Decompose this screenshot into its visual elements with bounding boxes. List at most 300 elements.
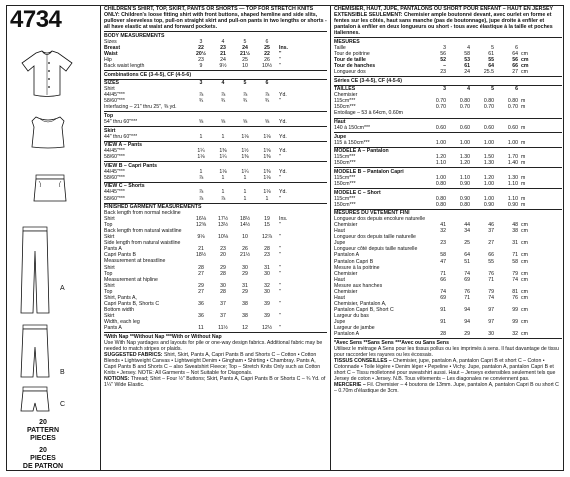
row-value: 23: [264, 252, 270, 259]
row-label: 44/45"***: [104, 189, 125, 196]
row-value: 1.10: [459, 174, 470, 181]
fr-haut-head: Haut: [334, 118, 562, 126]
row-value: 31: [264, 264, 270, 271]
row-value: 1½: [241, 148, 249, 155]
row-value: 0.70: [483, 104, 494, 111]
row-value: 5: [243, 38, 247, 45]
row-unit: cm: [521, 69, 528, 76]
row-value: 1.30: [459, 154, 470, 161]
pattern-number: 4734: [10, 6, 62, 33]
row-unit: Yd.: [279, 148, 287, 155]
row-value: 74: [440, 288, 446, 295]
row-value: 71: [440, 270, 446, 277]
row-value: 21: [198, 246, 204, 253]
row-value: 28: [440, 331, 446, 338]
row-value: ⅝: [220, 118, 226, 125]
row-unit: Yd.: [279, 189, 287, 196]
row-value: 0.80: [459, 201, 470, 208]
row-unit: ": [279, 222, 281, 229]
row-value: 36: [198, 312, 204, 319]
measure-row: [334, 259, 562, 265]
row-value: 5: [491, 45, 494, 52]
row-value: 97: [488, 306, 494, 313]
row-value: 25: [264, 44, 270, 51]
row-value: 1⅛: [263, 189, 271, 196]
row-value: 27: [198, 288, 204, 295]
row-value: 0.90: [459, 180, 470, 187]
row-label: Chemisier: [334, 288, 358, 295]
fr-sens-line: *Avec Sens **Sans Sens ***Avec ou Sans Sens: [334, 338, 562, 346]
row-label: Breast: [104, 44, 121, 51]
size-value: 5: [243, 80, 247, 87]
row-value: 24: [220, 57, 226, 64]
row-value: 16⅛: [195, 216, 207, 223]
row-value: 97: [488, 318, 494, 325]
row-value: 1⅜: [219, 148, 227, 155]
row-value: 1.40: [507, 160, 518, 167]
row-value: 48: [512, 222, 518, 229]
row-label: Top: [104, 270, 113, 277]
row-value: 20½: [195, 51, 207, 58]
row-label: 150cm***: [334, 160, 356, 167]
row-value: 37: [488, 228, 494, 235]
row-label: 58/60"***: [104, 98, 125, 105]
row-value: 53: [464, 57, 470, 64]
row-value: 30: [264, 270, 270, 277]
row-value: 20: [220, 252, 226, 259]
english-column: [100, 6, 327, 470]
measure-row: [104, 325, 327, 331]
en-interfacing: Interfacing – 21" thru 25", ⅜ yd.: [104, 104, 177, 111]
row-value: 1⅛: [241, 133, 249, 140]
size-label: TAILLES: [334, 86, 356, 93]
row-unit: ": [279, 300, 281, 307]
row-value: 69: [440, 294, 446, 301]
row-label: Haut: [334, 294, 345, 301]
row-value: 0.80: [435, 201, 446, 208]
row-value: 71: [512, 252, 518, 259]
row-value: 71: [488, 276, 494, 283]
row-value: 69: [464, 276, 470, 283]
fr-mes-head: MESURES: [334, 37, 562, 45]
skirt-illustration: [30, 173, 70, 203]
row-label: Top: [104, 222, 113, 229]
row-value: 27: [488, 240, 494, 247]
row-value: 1.00: [483, 195, 494, 202]
row-value: ⅝: [198, 118, 204, 125]
en-intro: CHILDREN'S SHIRT, TOP, SKIRT, PANTS OR SHORTS — TOP FOR STRETCH KNITS ONLY: Children's loose fitting shirt with front buttons, shaped hemline and side slits, pullover sleeveless top, pull-on straight skirt and pull-on pants in two lengths or shorts - all have elastic at waist and forward pockets.: [104, 6, 327, 31]
row-unit: Yd.: [279, 168, 287, 175]
row-value: 1: [199, 168, 203, 175]
row-value: 31: [512, 240, 518, 247]
row-value: ¾: [264, 98, 270, 105]
row-value: 12½: [261, 324, 273, 331]
row-value: 0.80: [435, 195, 446, 202]
measure-row: [104, 196, 327, 202]
fr-long-cote: Longueur côté depuis taille naturelle: [334, 246, 418, 253]
row-label: Pants A: [104, 246, 122, 253]
row-unit: ": [279, 98, 281, 105]
row-value: 6: [265, 38, 269, 45]
measure-row: [334, 125, 562, 131]
row-unit: m: [521, 195, 526, 202]
row-value: 28: [220, 288, 226, 295]
row-value: 99: [512, 318, 518, 325]
row-value: 1: [243, 174, 247, 181]
row-value: 32: [512, 331, 518, 338]
row-value: 47: [440, 258, 446, 265]
row-value: 19: [264, 216, 270, 223]
measure-row: [104, 63, 327, 69]
row-value: ⅞: [198, 189, 204, 196]
row-value: 1.20: [459, 160, 470, 167]
row-value: 1¼: [219, 154, 227, 161]
measure-row: [334, 181, 562, 187]
en-back-waist: Back length from natural waistline: [104, 228, 182, 235]
row-value: 39: [264, 300, 270, 307]
row-value: 30: [488, 331, 494, 338]
row-label: Longueur dos: [334, 69, 366, 76]
row-unit: cm: [521, 240, 528, 247]
row-label: Chemisier: [334, 222, 358, 229]
row-value: 1: [265, 195, 269, 202]
row-value: 0.70: [435, 104, 446, 111]
row-label: 115cm***: [334, 174, 356, 181]
row-value: ⅞: [198, 174, 204, 181]
row-label: 115 à 150cm***: [334, 139, 370, 146]
row-value: 0.90: [483, 201, 494, 208]
row-value: 0.80: [483, 98, 494, 105]
row-value: 28: [264, 246, 270, 253]
row-value: 10: [242, 234, 248, 241]
row-value: 23: [440, 69, 446, 76]
row-value: 56: [440, 51, 446, 58]
row-value: 44: [464, 222, 470, 229]
row-value: 21: [220, 51, 226, 58]
row-value: 1.00: [435, 174, 446, 181]
row-value: 29: [464, 331, 470, 338]
row-label: Pantalon A: [334, 252, 360, 259]
en-viewc-head: VIEW C – Shorts: [104, 182, 327, 190]
row-label: Width, each leg: [104, 318, 140, 325]
row-value: 1: [221, 133, 225, 140]
row-unit: ": [279, 63, 281, 70]
row-unit: cm: [521, 51, 528, 58]
row-value: 6: [515, 45, 518, 52]
row-value: 27: [512, 69, 518, 76]
shorts-c-illustration: [20, 385, 50, 413]
row-unit: cm: [521, 288, 528, 295]
row-unit: Yd.: [279, 118, 287, 125]
row-value: 36: [198, 300, 204, 307]
row-unit: cm: [521, 252, 528, 259]
row-value: 18½: [239, 216, 251, 223]
row-value: 1⅛: [263, 174, 271, 181]
row-label: Top: [104, 288, 113, 295]
row-label: Haut: [334, 228, 345, 235]
row-unit: ": [279, 252, 281, 259]
row-value: 25.5: [483, 69, 494, 76]
row-label: 150cm***: [334, 180, 356, 187]
row-value: 23: [220, 246, 226, 253]
row-label: 44/45"***: [104, 168, 125, 175]
top-illustration: [26, 115, 70, 149]
row-value: 26: [264, 57, 270, 64]
row-value: 21½: [239, 51, 251, 58]
row-unit: ": [279, 288, 281, 295]
row-label: 150cm***: [334, 104, 356, 111]
row-unit: Yd.: [279, 92, 287, 99]
fr-modelec-head: MODELE C – Short: [334, 188, 562, 196]
row-value: 61: [488, 51, 494, 58]
row-value: 12⅞: [261, 234, 273, 241]
row-label: Skirt: [104, 234, 115, 241]
row-value: 1: [221, 174, 225, 181]
row-unit: ": [279, 270, 281, 277]
row-value: 1: [221, 189, 225, 196]
row-label: Jupe: [334, 240, 346, 247]
row-value: 26: [242, 246, 248, 253]
row-value: 14½: [239, 222, 251, 229]
row-value: 76: [512, 294, 518, 301]
row-value: 4: [221, 38, 225, 45]
row-value: 1.70: [507, 154, 518, 161]
row-value: 11½: [218, 324, 228, 331]
row-value: 28: [220, 270, 226, 277]
fr-tissus-text: [334, 358, 562, 382]
row-value: 74: [512, 276, 518, 283]
row-label: 54" thru 60"***: [104, 118, 138, 125]
row-value: 29: [198, 282, 204, 289]
row-unit: m: [521, 98, 526, 105]
row-value: 1.00: [435, 139, 446, 146]
row-value: 0.80: [459, 98, 470, 105]
row-value: 74: [464, 270, 470, 277]
en-notions-text: [104, 376, 327, 388]
size-value: 6: [515, 86, 518, 93]
row-value: 94: [464, 318, 470, 325]
para-label: NOTIONS:: [104, 375, 130, 382]
row-value: 37: [220, 300, 226, 307]
row-value: 1.50: [483, 154, 494, 161]
row-value: 79: [488, 288, 494, 295]
row-value: ⅞: [198, 92, 204, 99]
row-value: 21½: [239, 252, 251, 259]
row-unit: m: [521, 125, 526, 132]
row-label: Tour de poitrine: [334, 51, 370, 58]
row-unit: m: [521, 139, 526, 146]
row-label: 44/45"***: [104, 148, 125, 155]
capri-pants-b-illustration: [20, 323, 50, 379]
row-value: 0.80: [507, 98, 518, 105]
size-header-row: [104, 79, 327, 87]
en-viewb-head: VIEW B – Capri Pants: [104, 161, 327, 169]
row-value: 12: [242, 324, 248, 331]
fr-fini-head: MESURES DU VETEMENT FINI: [334, 209, 562, 217]
row-value: 66: [488, 252, 494, 259]
fr-sens-para: Utilisez le métrage A Sens pour les tissus pollus ou les imprimés à sens. Il faut davantage de tissu pour raccorder les rayures ou les écossais.: [334, 345, 559, 358]
row-label: 115cm***: [334, 154, 356, 161]
row-unit: cm: [521, 258, 528, 265]
row-unit: cm: [521, 228, 528, 235]
row-value: 1.10: [507, 195, 518, 202]
row-label: Back waist length: [104, 63, 145, 70]
row-unit: m: [521, 174, 526, 181]
measure-row: [334, 69, 562, 75]
left-illustration-column: [6, 5, 98, 471]
row-value: 15: [264, 222, 270, 229]
row-value: 22: [264, 51, 270, 58]
row-unit: cm: [521, 63, 529, 70]
fr-jupe-head: Jupe: [334, 132, 562, 140]
row-value: ⅞: [220, 195, 226, 202]
row-unit: Ins.: [279, 44, 288, 51]
row-value: 1.00: [507, 139, 518, 146]
row-value: 1.10: [435, 160, 446, 167]
row-value: 29: [220, 264, 226, 271]
row-value: ⅞: [220, 92, 226, 99]
row-value: 52: [440, 57, 446, 64]
para-text: Chemisier, jupe, pantalon A, pantalon Capri B et short C – Coton • Cotonnade • Toile légère • Denim léger • Pepeline • Vichy. Jupe, pantalon A, pantalon Capri B et short C – Tissu molletonné pour sweatshirt aussi. Haut – Jerseys extensibles seulement tels que Jersey de coton • Jersey. N.B. Tous vêtements – Les diagonales ne conviennent pas.: [334, 357, 556, 382]
row-value: 29: [242, 270, 248, 277]
en-body-head: BODY MEASUREMENTS: [104, 31, 327, 39]
fr-intro: CHEMISIER, HAUT, JUPE, PANTALONS OU SHORT POUR ENFANT – HAUT EN JERSEY EXTENSIBLE SEULEMENT: Chemisier ample boutonné devant, avec ourlet en forme et fentes sur les côtés, haut sans manche (pas de boutonnage), jupe droite à enfiler et pantalon à enfiler en deux longueurs ou short - tous avec élastique à la taille et poches italiennes.: [334, 6, 553, 37]
row-value: 0.60: [459, 125, 470, 132]
view-label-a: A: [60, 285, 65, 292]
row-value: 10½: [261, 63, 273, 70]
measure-row: [334, 160, 562, 166]
en-shirt-head: Shirt: [104, 86, 115, 93]
size-value: 6: [265, 80, 269, 87]
row-value: 51: [464, 258, 470, 265]
row-value: 31: [242, 282, 248, 289]
row-value: 1⅝: [263, 148, 271, 155]
row-label: 44/45"***: [104, 92, 125, 99]
row-value: 18½: [195, 252, 207, 259]
en-nap-para: Use With Nap yardages and layouts for pile or one-way design fabrics. Additional fabric may be needed to match stripes or plaids.: [104, 339, 323, 352]
row-label: Tour de taille: [334, 57, 366, 64]
row-value: 27: [198, 270, 204, 277]
row-value: 1⅜: [263, 168, 271, 175]
row-value: ⅞: [264, 92, 270, 99]
row-value: 91: [440, 318, 446, 325]
row-value: –: [443, 63, 446, 70]
row-value: 37: [220, 312, 226, 319]
row-value: 0.70: [507, 104, 518, 111]
row-value: 28: [198, 264, 204, 271]
row-value: 32: [440, 228, 446, 235]
row-value: 71: [464, 294, 470, 301]
row-value: 1: [243, 195, 247, 202]
size-value: 4: [467, 86, 470, 93]
row-value: 1.00: [459, 139, 470, 146]
para-label: SUGGESTED FABRICS:: [104, 351, 163, 358]
row-value: 25: [464, 240, 470, 247]
size-header-row: [334, 85, 562, 93]
row-value: 23: [220, 44, 226, 51]
row-value: 34: [464, 228, 470, 235]
row-unit: m: [521, 104, 526, 111]
row-value: 46: [488, 222, 494, 229]
row-value: 32: [264, 282, 270, 289]
row-value: 74: [488, 294, 494, 301]
row-label: Bottom width: [104, 306, 134, 313]
measure-row: [104, 119, 327, 125]
row-value: 0.90: [507, 201, 518, 208]
row-value: 55: [488, 57, 494, 64]
row-value: 58: [512, 258, 518, 265]
measure-row: [104, 175, 327, 181]
fr-modeleb-head: MODELE B – Pantalon Capri: [334, 167, 562, 175]
view-label-c: C: [60, 401, 66, 408]
row-value: 1⅛: [197, 154, 205, 161]
row-value: 39: [264, 312, 270, 319]
row-value: 12⅝: [195, 222, 207, 229]
row-value: 38: [512, 228, 518, 235]
row-value: 9: [199, 63, 203, 70]
row-value: 3: [199, 38, 203, 45]
row-value: 10⅛: [217, 234, 229, 241]
row-label: 115cm***: [334, 195, 356, 202]
row-unit: cm: [521, 318, 528, 325]
row-value: 1: [243, 189, 247, 196]
row-label: Capri Pants B: [104, 252, 137, 259]
row-value: 58: [464, 51, 470, 58]
measure-row: [104, 154, 327, 160]
row-unit: ": [279, 234, 281, 241]
row-label: Pantalon A: [334, 331, 360, 338]
fr-mercerie-text: [334, 382, 562, 394]
en-fabrics-text: [104, 352, 327, 376]
row-unit: m: [521, 160, 526, 167]
measure-row: [104, 271, 327, 277]
row-value: 0.70: [459, 104, 470, 111]
en-viewa-head: VIEW A – Pants: [104, 141, 327, 149]
size-value: 4: [221, 80, 225, 87]
row-value: 29: [242, 288, 248, 295]
para-text: Thread; Shirt – Four ½" Buttons; Skirt, Pants A, Capri Pants B or Shorts C – ¾ Yd. of 1¼" Wide Elastic.: [104, 375, 326, 388]
row-value: 64: [464, 252, 470, 259]
row-unit: ": [279, 282, 281, 289]
row-value: 3: [443, 45, 446, 52]
fr-long-encolure: Longueur dos depuis encolure naturelle: [334, 216, 426, 223]
row-value: 1.20: [483, 174, 494, 181]
row-unit: ": [279, 174, 281, 181]
pattern-pieces-fr: 20 PIECES DE PATRON: [22, 447, 64, 470]
row-value: 1⅜: [263, 154, 271, 161]
en-hipline: Measurement at hipline: [104, 276, 158, 283]
row-value: 1⅜: [241, 154, 249, 161]
row-unit: ": [279, 195, 281, 202]
row-value: ⅞: [198, 195, 204, 202]
measure-row: [334, 331, 562, 337]
row-value: 17½: [217, 216, 229, 223]
fr-entoilage: Entoilage – 53 à 64cm, 0.60m: [334, 110, 403, 117]
row-value: 81: [512, 288, 518, 295]
row-value: 30: [264, 288, 270, 295]
row-value: 0.60: [435, 125, 446, 132]
row-label: Capri Pants B, Shorts C: [104, 300, 160, 307]
row-label: 58/60"***: [104, 195, 125, 202]
row-unit: ": [279, 312, 281, 319]
row-unit: Yd.: [279, 133, 287, 140]
row-label: Chemisier, Pantalon A,: [334, 300, 387, 307]
fr-long-taille: Longueur dos depuis taille naturelle: [334, 234, 416, 241]
row-unit: ": [279, 51, 282, 58]
pattern-pieces-en: 20 PATTERN PIECES: [26, 419, 60, 442]
row-value: 64: [512, 51, 518, 58]
row-label: Skirt: [104, 312, 115, 319]
